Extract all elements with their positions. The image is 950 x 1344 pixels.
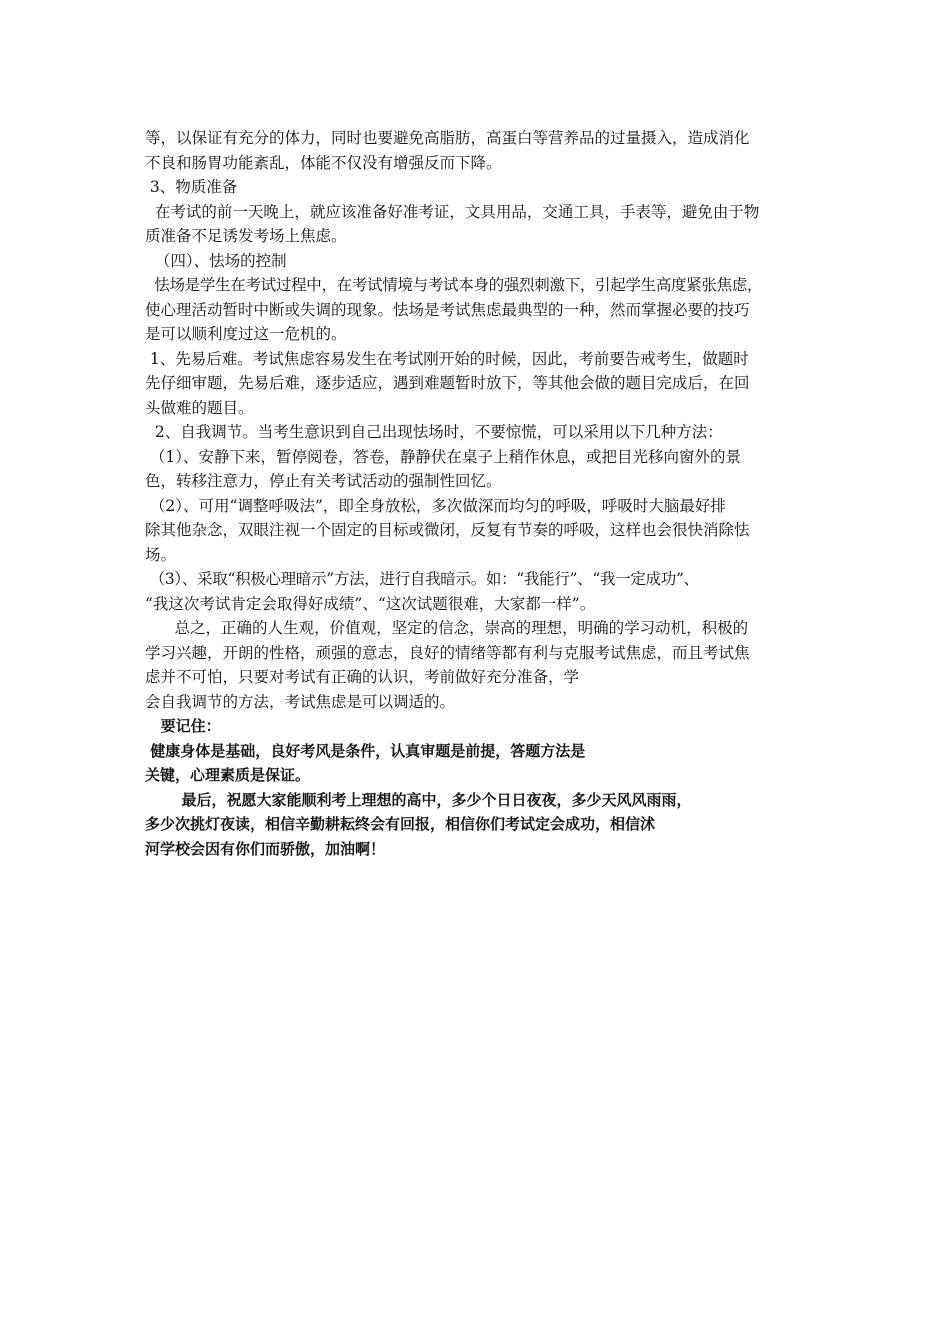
text-line: 色，转移注意力，停止有关考试活动的强制性回忆。 xyxy=(145,472,502,490)
text-line: 除其他杂念，双眼注视一个固定的目标或微闭，反复有节奏的呼吸，这样也会很快消除怯 xyxy=(145,521,750,539)
text-line: 虑并不可怕，只要对考试有正确的认识，考前做好充分准备，学 xyxy=(145,668,580,686)
text-line: 是可以顺利度过这一危机的。 xyxy=(145,325,347,343)
text-line: （2）、可用“调整呼吸法”，即全身放松，多次做深而均匀的呼吸，呼吸时大脑最好排 xyxy=(145,496,726,515)
text-line: 场。 xyxy=(145,545,177,564)
section-heading: 3、物质准备 xyxy=(145,178,238,196)
text-line: “我这次考试肯定会取得好成绩”、“这次试题很难，大家都一样”。 xyxy=(145,594,596,613)
text-line: 在考试的前一天晚上，就应该准备好准考证，文具用品，交通工具，手表等，避免由于物 xyxy=(145,202,760,221)
text-line: 头做难的题目。 xyxy=(145,398,254,417)
text-line: 质准备不足诱发考场上焦虑。 xyxy=(145,227,347,245)
bold-text-line: 河学校会因有你们而骄傲，加油啊！ xyxy=(145,839,386,858)
text-line: 总之，正确的人生观，价值观，坚定的信念，崇高的理想，明确的学习动机，积极的 xyxy=(145,619,749,637)
bold-text-line: 最后，祝愿大家能顺利考上理想的高中，多少个日日夜夜，多少天风风雨雨， xyxy=(145,790,692,809)
text-line: 先仔细审题，先易后难，逐步适应，遇到难题暂时放下，等其他会做的题目完成后，在回 xyxy=(145,374,750,392)
bold-text-line: 健康身体是基础，良好考风是条件，认真审题是前提，答题方法是 xyxy=(145,741,586,760)
text-line: （3）、采取“积极心理暗示”方法，进行自我暗示。如：“我能行”、“我一定成功”、 xyxy=(145,570,699,588)
text-line: 1、先易后难。考试焦虑容易发生在考试刚开始的时候，因此，考前要告戒考生，做题时 xyxy=(145,349,749,368)
text-line: 会自我调节的方法，考试焦虑是可以调适的。 xyxy=(145,692,456,711)
document-body xyxy=(145,126,815,861)
text-line: （1）、安静下来，暂停阅卷，答卷，静静伏在桌子上稍作休息，或把目光移向窗外的景 xyxy=(145,447,742,466)
text-line: 等，以保证有充分的体力，同时也要避免高脂肪，高蛋白等营养品的过量摄入，造成消化 xyxy=(145,129,750,147)
text-line: 2、自我调节。当考生意识到自己出现怯场时，不要惊慌，可以采用以下几种方法： xyxy=(145,423,723,441)
text-line: 学习兴趣，开朗的性格，顽强的意志，良好的情绪等都有利与克服考试焦虑，而且考试焦 xyxy=(145,643,750,662)
section-heading: （四）、怯场的控制 xyxy=(145,251,287,270)
bold-text-line: 多少次挑灯夜读，相信辛勤耕耘终会有回报，相信你们考试定会成功，相信沭 xyxy=(145,815,656,833)
text-line: 使心理活动暂时中断或失调的现象。怯场是考试焦虑最典型的一种，然而掌握必要的技巧 xyxy=(145,300,750,319)
text-line: 怯场是学生在考试过程中，在考试情境与考试本身的强烈刺激下，引起学生高度紧张焦虑， xyxy=(145,276,763,294)
text-line: 不良和肠胃功能紊乱，体能不仅没有增强反而下降。 xyxy=(145,153,502,172)
bold-heading: 要记住： xyxy=(145,717,221,735)
bold-text-line: 关键，心理素质是保证。 xyxy=(145,766,311,784)
